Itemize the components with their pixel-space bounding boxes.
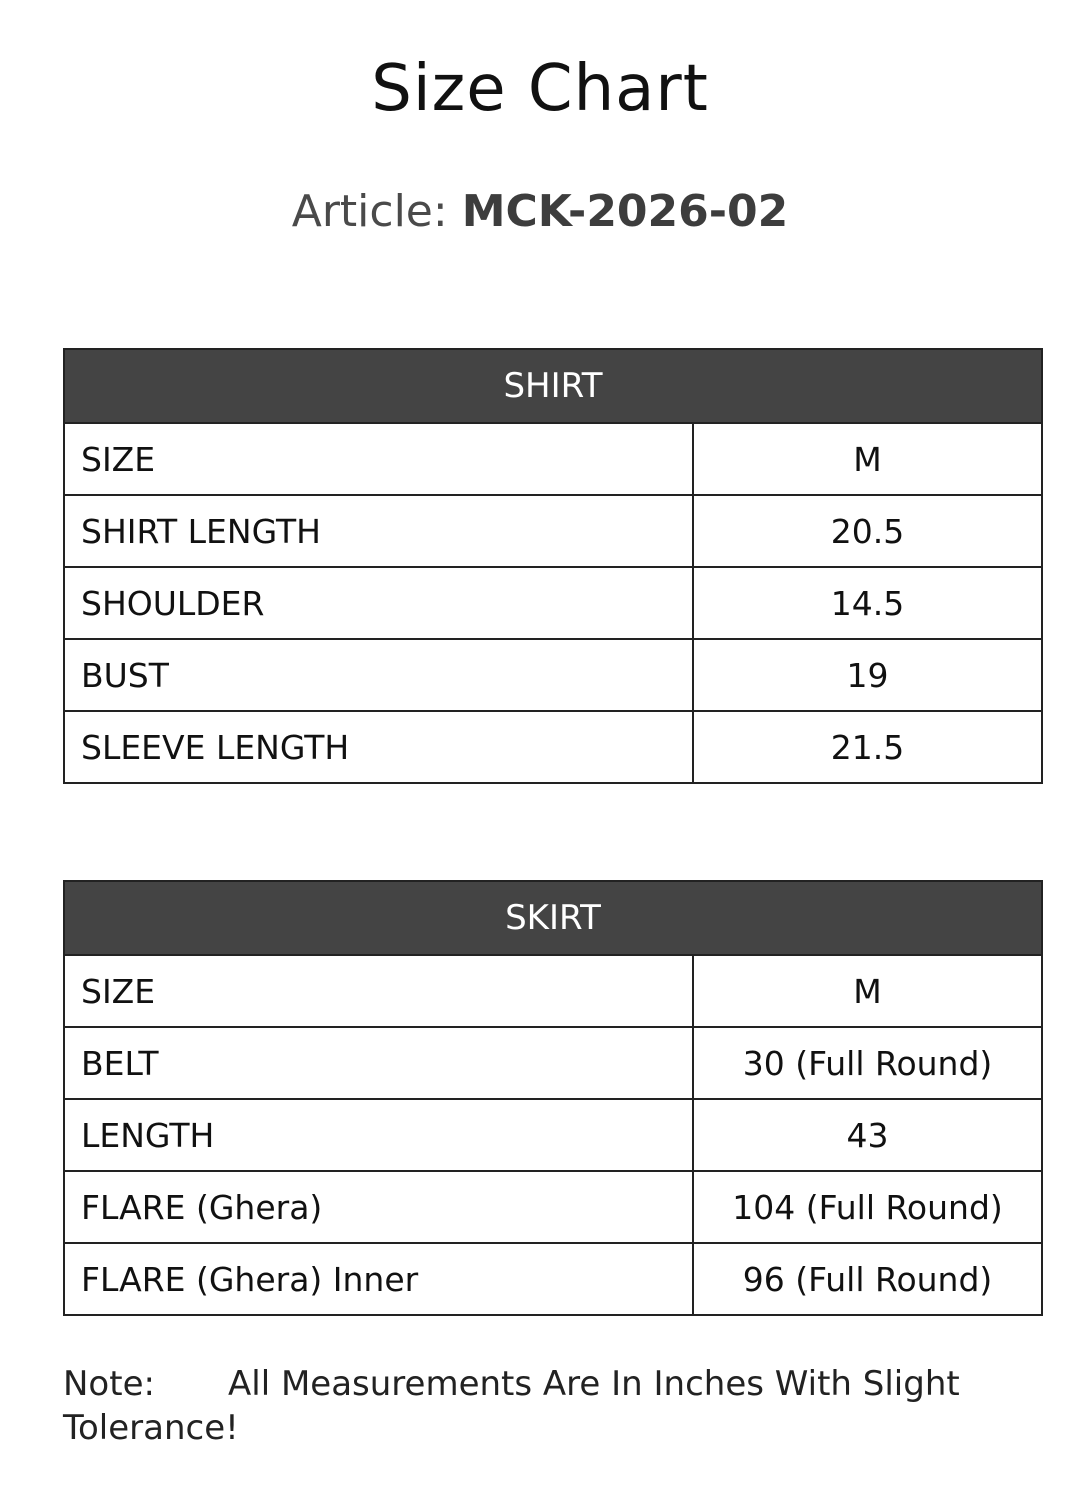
row-label: SLEEVE LENGTH xyxy=(64,711,693,783)
table-row xyxy=(64,495,1042,567)
row-label: BELT xyxy=(64,1027,693,1099)
row-label: BUST xyxy=(64,639,693,711)
row-value: M xyxy=(693,423,1042,495)
row-label: SIZE xyxy=(64,423,693,495)
row-label: SHIRT LENGTH xyxy=(64,495,693,567)
table-row xyxy=(64,1171,1042,1243)
row-value: 19 xyxy=(693,639,1042,711)
shirt-size-table xyxy=(63,348,1043,784)
table-row xyxy=(64,711,1042,783)
measurement-note xyxy=(63,1362,1043,1450)
skirt-table-header: SKIRT xyxy=(64,881,1042,955)
table-row xyxy=(64,1099,1042,1171)
row-label: SIZE xyxy=(64,955,693,1027)
page-title: Size Chart xyxy=(371,52,709,126)
row-value: 96 (Full Round) xyxy=(693,1243,1042,1315)
table-row xyxy=(64,639,1042,711)
note-label: Note: xyxy=(63,1364,155,1404)
note-text: All Measurements Are In Inches With Slight Tolerance! xyxy=(63,1364,960,1448)
row-value: 30 (Full Round) xyxy=(693,1027,1042,1099)
table-row xyxy=(64,1243,1042,1315)
row-value: 21.5 xyxy=(693,711,1042,783)
row-value: M xyxy=(693,955,1042,1027)
row-value: 43 xyxy=(693,1099,1042,1171)
skirt-size-table xyxy=(63,880,1043,1316)
article-code: MCK-2026-02 xyxy=(461,186,789,237)
row-value: 20.5 xyxy=(693,495,1042,567)
shirt-table-header: SHIRT xyxy=(64,349,1042,423)
article-label: Article: xyxy=(291,186,448,237)
row-label: LENGTH xyxy=(64,1099,693,1171)
row-label: FLARE (Ghera) xyxy=(64,1171,693,1243)
table-row xyxy=(64,955,1042,1027)
table-row xyxy=(64,1027,1042,1099)
row-label: FLARE (Ghera) Inner xyxy=(64,1243,693,1315)
row-value: 14.5 xyxy=(693,567,1042,639)
row-value: 104 (Full Round) xyxy=(693,1171,1042,1243)
row-label: SHOULDER xyxy=(64,567,693,639)
table-row xyxy=(64,423,1042,495)
table-row xyxy=(64,567,1042,639)
article-line xyxy=(0,186,1080,237)
